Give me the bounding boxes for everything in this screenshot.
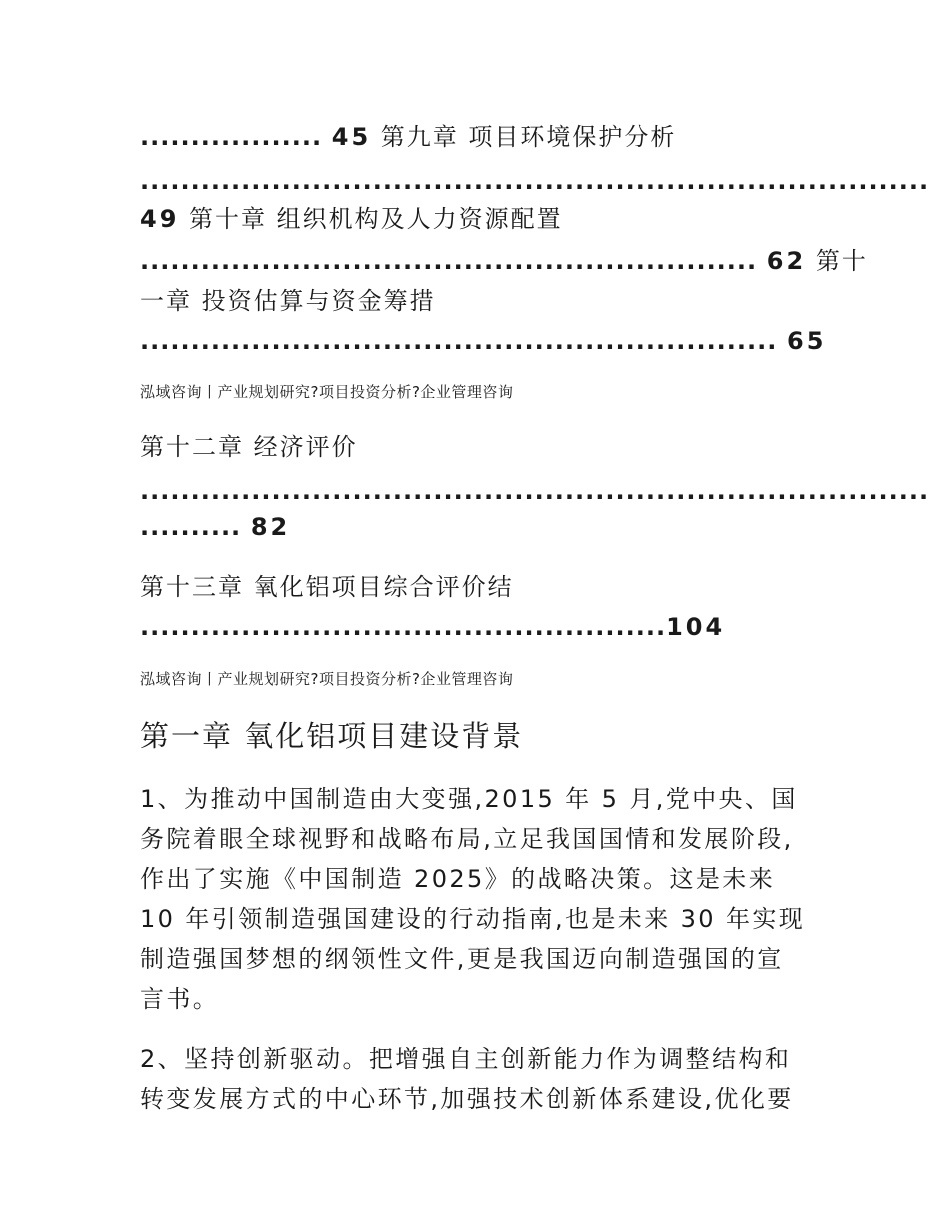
toc-page-number: 82: [250, 513, 291, 541]
toc-entry-ch12-page[interactable]: [140, 512, 290, 544]
toc-chapter-title: 一章 投资估算与资金筹措: [140, 287, 436, 315]
document-page: [140, 0, 930, 1230]
page-footer: 泓域咨询丨产业规划研究?项目投资分析?企业管理咨询: [140, 383, 514, 401]
chapter-heading: 第一章 氧化铝项目建设背景: [140, 719, 524, 753]
toc-leader-dots: .............................................................: [140, 247, 758, 275]
toc-page-number: 65: [787, 327, 827, 355]
toc-leader-dots: ...............................................................: [140, 327, 778, 355]
toc-page-number: 104: [666, 613, 726, 641]
paragraph-line: 作出了实施《中国制造 2025》的战略决策。这是未来: [140, 865, 776, 893]
toc-entry-ch9[interactable]: [140, 122, 676, 154]
toc-entry-ch13[interactable]: [140, 572, 514, 604]
toc-entry-ch11-page[interactable]: [140, 326, 826, 358]
toc-leader-dots: ....................................................: [140, 613, 667, 641]
toc-chapter-title: 第十: [815, 247, 868, 275]
paragraph-line: 10 年引领制造强国建设的行动指南,也是未来 30 年实现: [140, 905, 806, 933]
toc-chapter-title: 第十二章 经济评价: [140, 433, 358, 461]
paragraph-line: 转变发展方式的中心环节,加强技术创新体系建设,优化要: [140, 1085, 794, 1113]
toc-entry-ch11[interactable]: [140, 246, 868, 278]
toc-chapter-title: 第九章 项目环境保护分析: [380, 123, 677, 151]
toc-leader-dots: ..........: [140, 513, 242, 541]
toc-chapter-title: 第十三章 氧化铝项目综合评价结: [140, 573, 514, 601]
toc-chapter-title: 第十章 组织机构及人力资源配置: [189, 205, 563, 233]
page-footer: 泓域咨询丨产业规划研究?项目投资分析?企业管理咨询: [140, 670, 514, 688]
toc-leader-line: [140, 476, 930, 508]
toc-entry-ch11-cont[interactable]: [140, 286, 436, 318]
toc-entry-ch13-page[interactable]: [140, 612, 725, 644]
paragraph-line: 1、为推动中国制造由大变强,2015 年 5 月,党中央、国: [140, 785, 798, 813]
toc-page-number: 45: [331, 123, 372, 151]
toc-entry-ch10[interactable]: [140, 204, 563, 236]
toc-leader-dots: ..................: [140, 123, 323, 151]
toc-page-number: 49: [140, 205, 180, 233]
toc-entry-ch12[interactable]: [140, 432, 358, 464]
paragraph-line: 2、坚持创新驱动。把增强自主创新能力作为调整结构和: [140, 1045, 792, 1073]
toc-page-number: 62: [766, 247, 807, 275]
paragraph-line: 言书。: [140, 985, 220, 1013]
toc-leader-dots: ..............................................................................: [140, 477, 930, 505]
toc-leader-line: [140, 166, 930, 198]
paragraph-line: 务院着眼全球视野和战略布局,立足我国国情和发展阶段,: [140, 825, 794, 853]
paragraph-line: 制造强国梦想的纲领性文件,更是我国迈向制造强国的宣: [140, 945, 784, 973]
toc-leader-dots: ..............................................................................: [140, 167, 930, 195]
